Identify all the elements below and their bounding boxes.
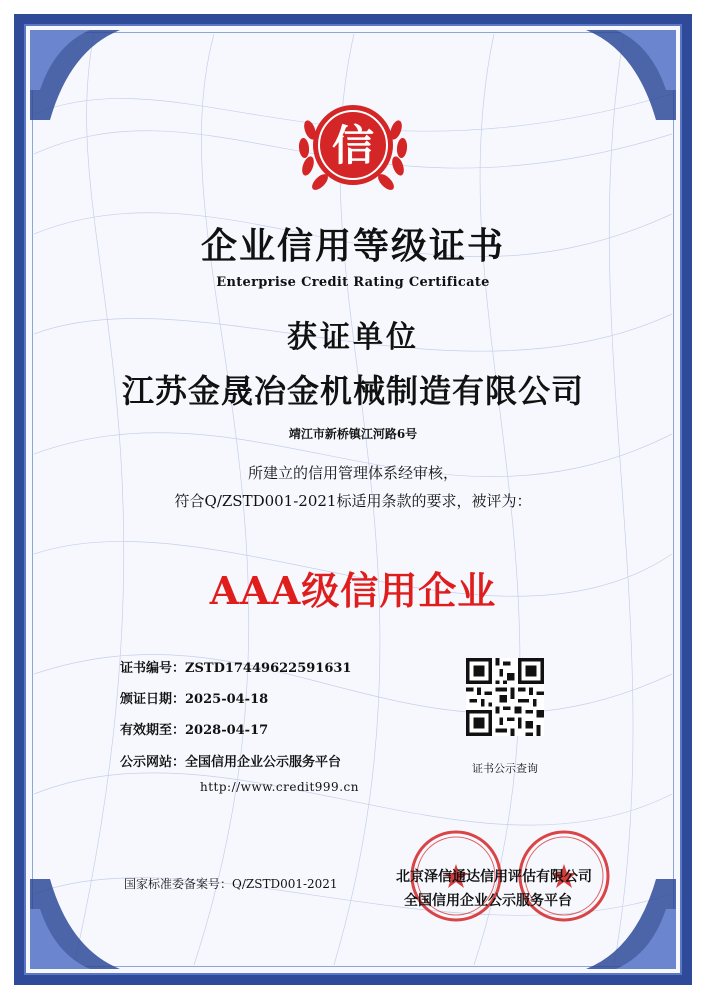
detail-label: 颁证日期：	[120, 692, 186, 707]
statement-line-1: 所建立的信用管理体系经审核，	[247, 464, 458, 482]
qr-code-icon[interactable]	[466, 658, 544, 736]
website-row	[120, 751, 341, 770]
corner-ornament-icon	[586, 30, 676, 120]
holder-address: 靖江市新桥镇江河路6号	[288, 427, 418, 441]
detail-value: 2025-04-18	[185, 692, 269, 707]
corner-ornament-icon	[30, 30, 120, 120]
detail-value: ZSTD17449622591631	[185, 661, 352, 676]
issue-date-row	[120, 688, 268, 707]
qr-caption: 证书公示查询	[472, 762, 538, 775]
detail-label: 证书编号：	[120, 661, 186, 676]
credit-emblem-icon	[290, 90, 416, 200]
certificate-title: 企业信用等级证书	[200, 225, 505, 267]
certificate-subtitle: Enterprise Credit Rating Certificate	[216, 275, 490, 290]
registration-number: 国家标准委备案号：Q/ZSTD001-2021	[124, 877, 338, 891]
detail-value: 2028-04-17	[185, 723, 269, 738]
detail-value: 全国信用企业公示服务平台	[185, 755, 342, 770]
emblem-character: 信	[331, 121, 375, 170]
detail-label: 公示网站：	[120, 755, 186, 770]
detail-label: 有效期至：	[120, 723, 186, 738]
statement-line-2: 符合Q/ZSTD001-2021标适用条款的要求，被评为：	[174, 492, 532, 510]
expiry-date-row	[120, 719, 268, 738]
certificate-number-row	[120, 657, 351, 676]
website-url[interactable]: http://www.credit999.cn	[200, 780, 359, 794]
holder-name: 江苏金晟冶金机械制造有限公司	[121, 372, 584, 410]
credit-rating: AAA级信用企业	[209, 568, 497, 613]
platform-name: 全国信用企业公示服务平台	[404, 893, 572, 909]
corner-ornament-icon	[30, 879, 120, 969]
issuer-name: 北京泽信通达信用评估有限公司	[396, 869, 592, 885]
holder-label: 获证单位	[287, 320, 419, 355]
